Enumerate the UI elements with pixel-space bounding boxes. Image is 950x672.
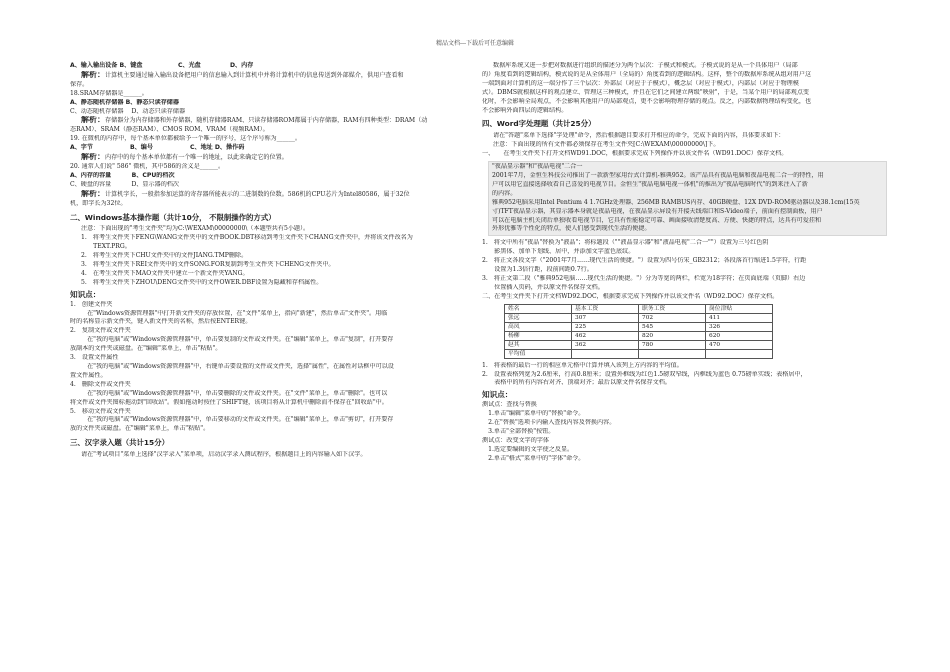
page-header: 精品文档---下载后可任意编辑 <box>435 40 515 47</box>
table-cell: 杨柳 <box>505 331 572 340</box>
knowledge-item: 置文件属性。 <box>70 371 107 379</box>
table-row <box>505 340 773 349</box>
intro-paragraph: 式）。DBMS就根据这样的观点建立、管理这三种模式，并且在它们之间建立两级"映射"，于是，当某个用户的局部观点变 <box>482 88 810 96</box>
q17-analysis-cont: 保存。 <box>70 80 89 88</box>
right-column <box>482 62 887 464</box>
q20-analysis-cont: 机，即字长为32位。 <box>70 199 127 207</box>
section-2-item: 2. 将考生文件夹下CHU文件夹中的文件JIANG.TMP删除。 <box>81 252 248 260</box>
table-cell: 岗位津贴 <box>706 304 773 313</box>
section-2-title: 二、Windows基本操作题（共计10分， 不限制操作的方式） <box>70 212 276 222</box>
section-4-note: 注意：下面出现的所有文件都必须保存在考生文件夹[C:\WEXAM\00000000\]下。 <box>493 141 720 149</box>
table-cell: 307 <box>572 313 639 322</box>
intro-paragraph: 不会影响外面四层的逻辑结构。 <box>482 106 568 114</box>
knowledge-item: 测试点：改变文字的字体 <box>482 436 550 444</box>
table-cell: 462 <box>572 331 639 340</box>
knowledge-item: 在"我的电脑"或"Windows资源管理器"中，右键单击要设置的文件或文件夹，选择"属性"，在属性对话框中可以设 <box>81 363 394 370</box>
knowledge-item: 1. 创建文件夹 <box>70 300 113 308</box>
table-cell: 姓名 <box>505 304 572 313</box>
knowledge-item: 放的文件夹或磁盘。在"编辑"菜单上，单击"粘贴"。 <box>70 425 210 433</box>
intro-paragraph: 化时，不会影响全局观点，不会影响其他用户的局部观点，更不会影响物理存储的观点。反之，内部数据物理结构变化，也 <box>482 97 812 105</box>
table-cell: 820 <box>639 331 706 340</box>
q17-analysis: 解析：计算机主要通过输入输出设备把用户的信息输入到计算机中并将计算机中的信息传送到外部媒介，供用户查看和 <box>81 70 404 79</box>
section-2-note: 注意：下面出现的"考生文件夹"均为C:\WEXAM\00000000\（本题型共有5小题）。 <box>81 225 310 233</box>
q18-option-cd: C、动态随机存储器 D、动态只读存储器 <box>70 107 186 115</box>
knowledge-title: 知识点： <box>482 390 513 400</box>
sample-text-line: 2001年7月，金恒生科技公司推出了一款新型家用台式计算机-雅典952。该产品具有夜晶电脑和夜晶电视二合一的特性，用 <box>492 171 824 179</box>
task-1-item: 1. 将文中所有"夜晶"替换为"液晶"；将标题段（""液晶显示器"和"液晶电视"二合一""）设置为三号红色阴 <box>482 239 769 247</box>
table-row <box>505 322 773 331</box>
table-cell <box>572 349 639 358</box>
knowledge-item: 4. 删除文件或文件夹 <box>70 380 131 388</box>
table-cell: 620 <box>706 331 773 340</box>
table-cell: 高凤 <box>505 322 572 331</box>
knowledge-item: 测试点：查找与替换 <box>482 401 537 409</box>
task-2-item: 1. 将表格的最后一行的相应单元格中计算并填入该列上方内容的平均值。 <box>482 361 683 369</box>
table-cell: 780 <box>639 340 706 349</box>
knowledge-item: 3.单击"全部替换"按钮。 <box>482 428 555 435</box>
table-cell: 职务工资 <box>639 304 706 313</box>
sample-text-box <box>488 161 887 236</box>
sample-text-line: 户可以用它直接选择收看自己喜爱的电视节目。金恒生"夜晶电脑电视一体机"的推出为"夜晶电脑时代"的到来注入了新 <box>492 180 808 188</box>
task-2-title: 二、在考生文件夹下打开文档WD92.DOC，根据要求完成下列操作并以该文件名（WD92.DOC）保存文档。 <box>482 292 779 300</box>
intro-paragraph: 的）角度看到的逻辑结构，模式说的是从全体用户（全局的）角度看到的逻辑结构。这样，整个的数据库系统从组对用户这 <box>482 70 812 78</box>
sample-text-line: 雅典952电脑采用Intel Pentium 4 1.7GHz处理器、256MB RAMBUS内存、40GB硬盘、12X DVD-ROM驱动器以及38.1cm(15英 <box>492 198 860 206</box>
knowledge-item: 2.单击"格式"菜单中的"字体"命令。 <box>482 454 585 462</box>
knowledge-item: 1.单击"编辑"菜单中的"替换"命令。 <box>482 410 585 418</box>
table-row <box>505 304 773 313</box>
sample-text-line: 可以在电脑主机关闭后单独收看电视节目，它具有性能稳定可靠、画面接收清楚度高、方便、快捷的特点，达具有可爱挂和 <box>492 216 822 224</box>
q18-analysis-cont: 态RAM）、SRAM（静态RAM）、CMOS ROM、VRAM（视频RAM）。 <box>70 126 269 134</box>
task-1-item: 2. 将正文各段文字（"2001年7月……现代生活的便捷。"）设置为四号仿宋_GB2312；各段落首行缩进1.5字符，行距 <box>482 257 807 265</box>
q18-question: 18.SRAM存储器是______。 <box>70 89 148 97</box>
section-2-item: 1. 将考生文件夹下FENG\WANG文件夹中的文件BOOK.DBT移动到考生文件夹下CHANG文件夹中，并将该文件改名为 <box>81 234 413 242</box>
q17-options: A、输入输出设备 B、键盘 C、光盘 D、内存 <box>70 62 254 69</box>
knowledge-item: 时的名称显示新文件夹，键入新文件夹的名称，然后按ENTER键。 <box>70 318 252 326</box>
table-cell <box>706 349 773 358</box>
table-cell: 基本工资 <box>572 304 639 313</box>
knowledge-item: 在"我的电脑"或"Windows资源管理器"中，单击要删除的文件或文件夹。在"文件"菜单上，单击"删除"。也可以 <box>81 389 388 397</box>
table-row <box>505 331 773 340</box>
table-cell: 362 <box>572 340 639 349</box>
intro-paragraph: 数据库系统又进一步把对数据进行组织的描述分为两个层次：子模式和模式。子模式说的是从一个具体用户（局部 <box>493 62 798 69</box>
sample-text-line: 的内容。 <box>492 189 517 197</box>
section-2-item: 4. 在考生文件夹下MAO文件夹中建立一个新文件夹YANG。 <box>81 269 249 277</box>
section-4-note: 请在"答题"菜单下选择"字处理"命令，然后根据题目要求打开相应的命令，完成下面的内容，具体要求如下： <box>493 132 785 140</box>
sample-text-line: 外形优雅等个性化的特点，使人们感受到现代生活的便捷。 <box>492 225 651 233</box>
table-cell: 545 <box>639 322 706 331</box>
section-2-item: 5. 将考生文件夹下ZHOU\DENG文件夹中的文件OWER.DBF设置为隐藏和存档属性。 <box>81 278 323 286</box>
q19-question: 19. 在微机的内存中，每个基本单位都被给予一个唯一的序号，这个序号称为______。 <box>70 135 302 143</box>
knowledge-item: 5. 移动文件或文件夹 <box>70 407 131 415</box>
knowledge-item: 3. 设置文件属性 <box>70 354 119 362</box>
q20-analysis: 解析：计算机字长，一般指参加运算的寄存器所能表示的二进制数的位数。586机的CPU芯片为Intel80586，属于32位 <box>81 189 410 198</box>
table-row <box>505 349 773 358</box>
knowledge-item: 2. 复制文件或文件夹 <box>70 327 131 335</box>
left-column <box>70 62 470 460</box>
sample-text-line: "夜晶显示器"和"夜晶电视"二合一 <box>492 163 583 171</box>
task-1-item: 影黑体、加单下划线、居中，并添加文字蓝色底纹。 <box>482 248 635 256</box>
knowledge-title: 知识点： <box>70 289 101 299</box>
q18-analysis: 解析：存储器分为内存储器和外存储器，随机存储器RAM、只读存储器ROM都属于内存储器，RAM有四种类型：DRAM（动 <box>81 116 428 125</box>
knowledge-item: 在"我的电脑"或"Windows资源管理器"中，单击要复制的文件或文件夹。在"编辑"菜单上，单击"复制"，打开要存 <box>81 336 394 344</box>
table-cell: 平均值 <box>505 349 572 358</box>
salary-table <box>504 304 773 359</box>
table-cell <box>639 349 706 358</box>
knowledge-item: 放副本的文件夹或磁盘。在"编辑"菜单上，单击"粘贴"。 <box>70 345 222 353</box>
q19-analysis: 解析：内存中的每个基本单位都有一个唯一的地址，以此来确定它的位置。 <box>81 153 288 162</box>
table-cell: 411 <box>706 313 773 322</box>
task-2-item: 表格中的所有内容右对齐、顶端对齐；最后以原文件名保存文档。 <box>482 379 671 387</box>
task-1-item: 位置插入页码，并以原文件名保存文档。 <box>482 283 604 291</box>
knowledge-item: 1.选定要编辑的文字使之反显。 <box>482 445 574 453</box>
section-2-item: 3. 将考生文件夹下REI文件夹中的文件SONG.FOR复制到考生文件夹下CHENG文件夹中。 <box>81 261 335 269</box>
sample-text-line: 寸)TFT夜晶显示器，其显示器本身就是夜晶电视，在夜晶显示屏设有开接天线端口和S-Video端子，前面有控制面板，用户 <box>492 207 823 215</box>
task-1-item: 3. 将正文第二段（"雅典952电脑……现代生活的便捷。"）分为等宽的两栏，栏宽为18字符；在页面底端（页脚）右边 <box>482 274 806 282</box>
table-cell: 702 <box>639 313 706 322</box>
task-2-item: 2. 设置表格列宽为2.6厘米，行高0.8厘米；设置外框线为红色1.5磅双窄线，内框线为蓝色 0.75磅单实线；表格居中， <box>482 370 807 378</box>
q19-options: A、字节 B、编号 C、地址 D、操作码 <box>70 144 245 152</box>
table-cell: 张远 <box>505 313 572 322</box>
section-3-title: 三、汉字录入题（共计15分） <box>70 438 169 448</box>
section-3-text: 请在"考试项目"菜单上选择"汉字录入"菜单项，启动汉字录入测试程序，根据题目上的内容输入如下汉字。 <box>81 451 367 459</box>
knowledge-item: 在"Windows资源管理器"中打开新文件夹的存放位置，在"文件"菜单上，指向"新建"，然后单击"文件夹"。用临 <box>81 309 388 317</box>
table-cell: 470 <box>706 340 773 349</box>
section-2-item: TEXT.PRG。 <box>81 243 131 251</box>
q20-question: 20. 通常人们说" 586" 微机，其中586的含义是______。 <box>70 162 225 170</box>
q18-option-ab: A、静态随机存储器 B、静态只读存储器 <box>70 98 179 106</box>
table-cell: 225 <box>572 322 639 331</box>
table-cell: 326 <box>706 322 773 331</box>
knowledge-item: 在"我的电脑"或"Windows资源管理器"中，单击要移动的文件或文件夹。在"编辑"菜单上，单击"剪切"，打开要存 <box>81 416 394 424</box>
table-cell: 赵其 <box>505 340 572 349</box>
intro-paragraph: 一端到面对计算机的这一端分作了三个层次：外部层（对应于子模式），概念层（对应于模式），内部层（对应于物理模 <box>482 79 799 87</box>
task-1-item: 设置为1.3倍行距，段前间距0.7行。 <box>482 266 593 274</box>
section-4-title: 四、Word字处理题（共计25分） <box>482 119 596 129</box>
q20-option-cd: C、硬盘的容量 D、显示器的档次 <box>70 180 179 188</box>
q20-option-ab: A、内存的容量 B、CPU的档次 <box>70 171 175 179</box>
knowledge-item: 2.在"替换"选项卡内输入查找内容及替换内容。 <box>482 419 616 427</box>
knowledge-item: 将文件或文件夹图标拖动到"回收站"。假如拖动时按住了SHIFT键，该项目将从计算机中删除而不保存在"回收站"中。 <box>70 398 388 406</box>
task-1-title: 一、 在考生文件夹下打开文档WD91.DOC，根据要求完成下列操作并以该文件名（WD91.DOC）保存文档。 <box>482 150 788 158</box>
table-row <box>505 313 773 322</box>
